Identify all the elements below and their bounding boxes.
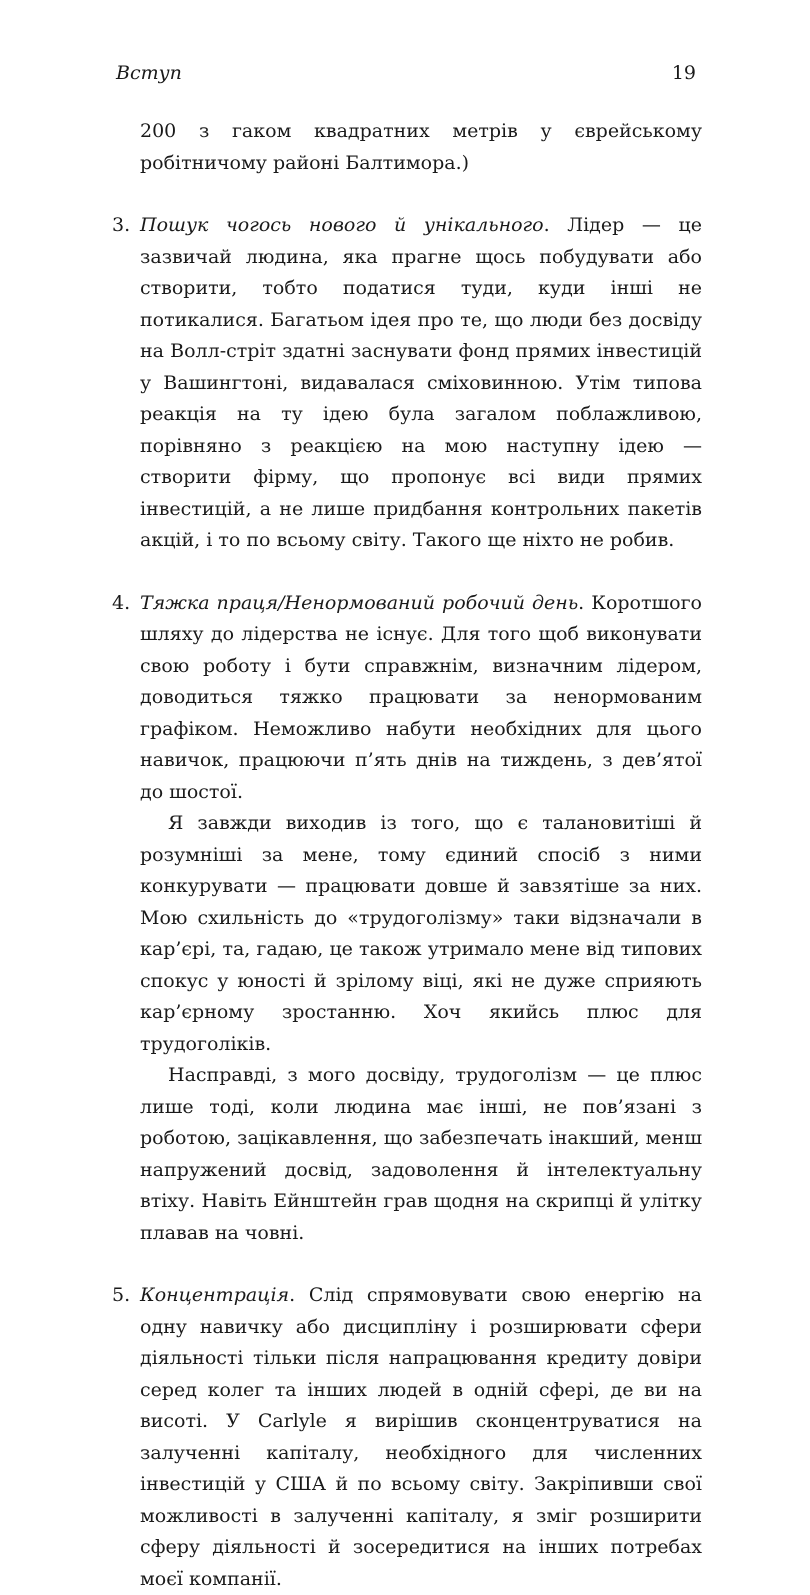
body-text (112, 116, 702, 1595)
item-lead: Пошук чогось нового й унікального (140, 214, 544, 236)
item-paragraph (140, 210, 702, 557)
item-text: . Слід спрямовувати свою енергію на одну навичку або дисципліну і розширювати сфери діяльності тільки після напрацювання кредиту довіри серед колег та інших людей в одній сфері, де ви на висоті. У Carlyle я вирішив сконцентруватися на залученні капіталу, необхідного для численних інвестицій у США й по всьому світу. Закріпивши свої можливості в залученні капіталу, я зміг розширити сферу діяльності й зосередитися на інших потребах моєї компанії. (140, 1284, 702, 1590)
item-text: . Коротшого шляху до лідерства не існує. Для того щоб виконувати свою роботу і бути справжнім, визначним лідером, доводиться тяжко працювати за ненормованим графіком. Неможливо набути необхідних для цього навичок, працюючи п’ять днів на тиждень, з дев’ятої до шостої. (140, 591, 702, 803)
item-lead: Концентрація (140, 1284, 290, 1306)
item-text: . Лідер — це зазвичай людина, яка прагне щось побудувати або створити, тобто податися туди, куди інші не потикалися. Багатьом ідея про те, що люди без досвіду на Волл-стріт здатні заснувати фонд прямих інвестицій у Вашингтоні, видавалася сміховинною. Утім типова реакція на ту ідею була загалом поблажливою, порівняно з реакцією на мою наступну ідею — створити фірму, що пропонує всі види прямих інвестицій, а не лише придбання контрольних пакетів акцій, і то по всьому світу. Такого ще ніхто не робив. (140, 214, 702, 551)
list-item-5 (112, 1280, 702, 1595)
item-number: 4. (112, 591, 131, 614)
item-paragraph (140, 588, 702, 809)
item-number: 5. (112, 1284, 131, 1306)
list-item-3 (112, 210, 702, 557)
continuation-paragraph: 200 з гаком квадратних метрів у єврейському робітничому районі Балтимора.) (140, 120, 702, 174)
item-paragraph: Насправді, з мого досвіду, трудоголізм — це плюс лише тоді, коли людина має інші, не пов’язані з роботою, зацікавлення, що забезпечать інакший, менш напружений досвід, задоволення й інтелектуальну втіху. Навіть Ейнштейн грав щодня на скрипці й улітку плавав на човні. (140, 1064, 702, 1244)
item-lead: Тяжка праця/Ненормований робочий день (140, 591, 579, 614)
page-number: 19 (671, 62, 696, 84)
item-paragraph: Я завжди виходив із того, що є талановитіші й розумніші за мене, тому єдиний спосіб з ними конкурувати — працювати довше й завзятіше за них. Мою схильність до «трудоголізму» таки відзначали в кар’єрі, та, гадаю, це також утримало мене від типових спокус у юності й зрілому віці, які не дуже сприяють кар’єрному зростанню. Хоч якийсь плюс для трудоголіків. (140, 812, 702, 1055)
item-number: 3. (112, 214, 131, 236)
section-title: Вступ (116, 62, 182, 84)
running-header (116, 62, 696, 92)
item-paragraph (140, 1280, 702, 1595)
list-item-4 (112, 588, 702, 1250)
